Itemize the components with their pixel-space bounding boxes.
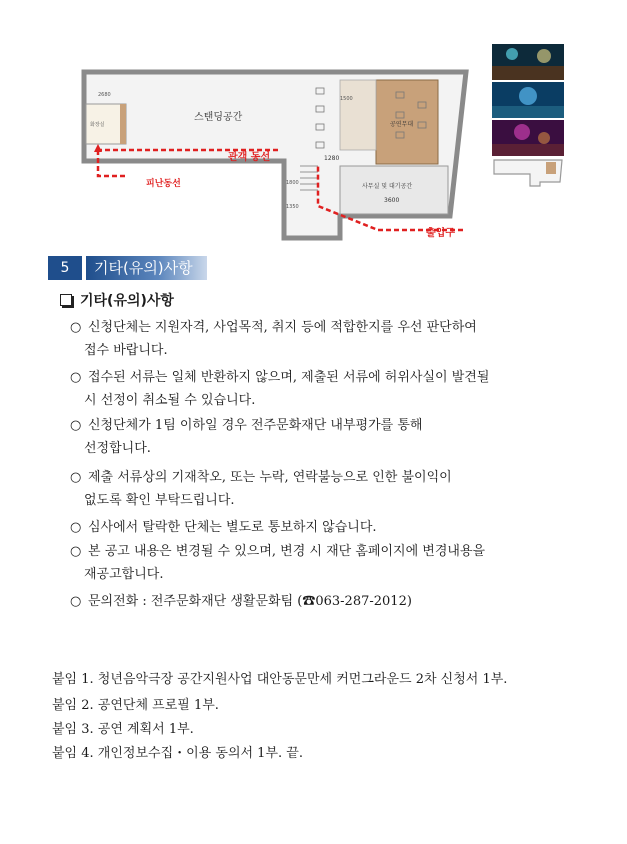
attachment-4: 붙임 4. 개인정보수집・이용 동의서 1부. 끝. [52,746,303,761]
circle-bullet-icon: ○ [70,594,82,609]
circle-bullet-icon: ○ [70,320,82,335]
list-item [70,366,590,412]
section-number: 5 [48,256,82,280]
entrance-label: 출입구 [426,228,455,239]
list-item [70,466,590,512]
checkbox-square-icon [60,294,72,306]
circle-bullet-icon: ○ [70,470,82,485]
list-item-text: 본 공고 내용은 변경될 수 있으며, 변경 시 재단 홈페이지에 변경내용을 [88,544,486,559]
list-item-text: 없도록 확인 부탁드립니다. [84,493,235,508]
circle-bullet-icon: ○ [70,544,82,559]
section-title: 기타(유의)사항 [86,256,207,280]
attachment-3: 붙임 3. 공연 계획서 1부. [52,722,194,737]
list-item-text: 제출 서류상의 기재착오, 또는 누락, 연락불능으로 인한 불이익이 [88,470,452,485]
attachment-2: 붙임 2. 공연단체 프로필 1부. [52,698,219,713]
office-area [340,166,448,214]
list-item-text: 심사에서 탈락한 단체는 별도로 통보하지 않습니다. [88,520,377,535]
list-item-text: 신청단체는 지원자격, 사업목적, 취지 등에 적합한지를 우선 판단하여 [88,320,477,335]
subheading-text: 기타(유의)사항 [80,293,174,309]
venue-photo-2 [492,82,564,118]
restroom-label: 화장실 [90,122,105,128]
list-item-text: 접수 바랍니다. [84,343,168,358]
evacuation-flow-label: 피난동선 [146,179,181,189]
stage-label: 공연무대 [390,121,414,128]
list-item [70,516,590,539]
top-dimension: 2680 [98,92,111,98]
small-dimension-1: 1500 [340,96,353,102]
small-dimension-3: 1350 [286,204,299,210]
office-dimension: 3600 [384,197,400,204]
attachment-1: 붙임 1. 청년음악극장 공간지원사업 대안동문만세 커먼그라운드 2차 신청서 1부. [52,672,508,687]
standing-area-label: 스탠딩공간 [194,112,243,123]
list-item-text: 접수된 서류는 일체 반환하지 않으며, 제출된 서류에 허위사실이 발견될 [88,370,490,385]
list-item-text: 신청단체가 1팀 이하일 경우 전주문화재단 내부평가를 통해 [88,418,423,433]
circle-bullet-icon: ○ [70,370,82,385]
list-item-text: 문의전화 : 전주문화재단 생활문화팀 (☎063-287-2012) [88,594,412,609]
floor-plan-diagram [78,66,470,244]
subheading [60,290,174,310]
list-item [70,316,590,362]
circle-bullet-icon: ○ [70,520,82,535]
list-item [70,540,590,586]
small-dimension-2: 1800 [286,180,299,186]
list-item-text: 시 선정이 취소될 수 있습니다. [84,393,256,408]
venue-photo-3 [492,120,564,156]
venue-photo-1 [492,44,564,80]
stage-dimension: 1280 [324,155,340,162]
list-item-text: 선정합니다. [84,441,151,456]
list-item-text: 재공고합니다. [84,567,164,582]
circle-bullet-icon: ○ [70,418,82,433]
list-item [70,414,590,460]
office-label: 사무실 및 대기공간 [362,183,413,190]
list-item [70,590,590,613]
mini-floor-plan [492,158,564,188]
audience-flow-label: 관객 동선 [228,152,271,163]
